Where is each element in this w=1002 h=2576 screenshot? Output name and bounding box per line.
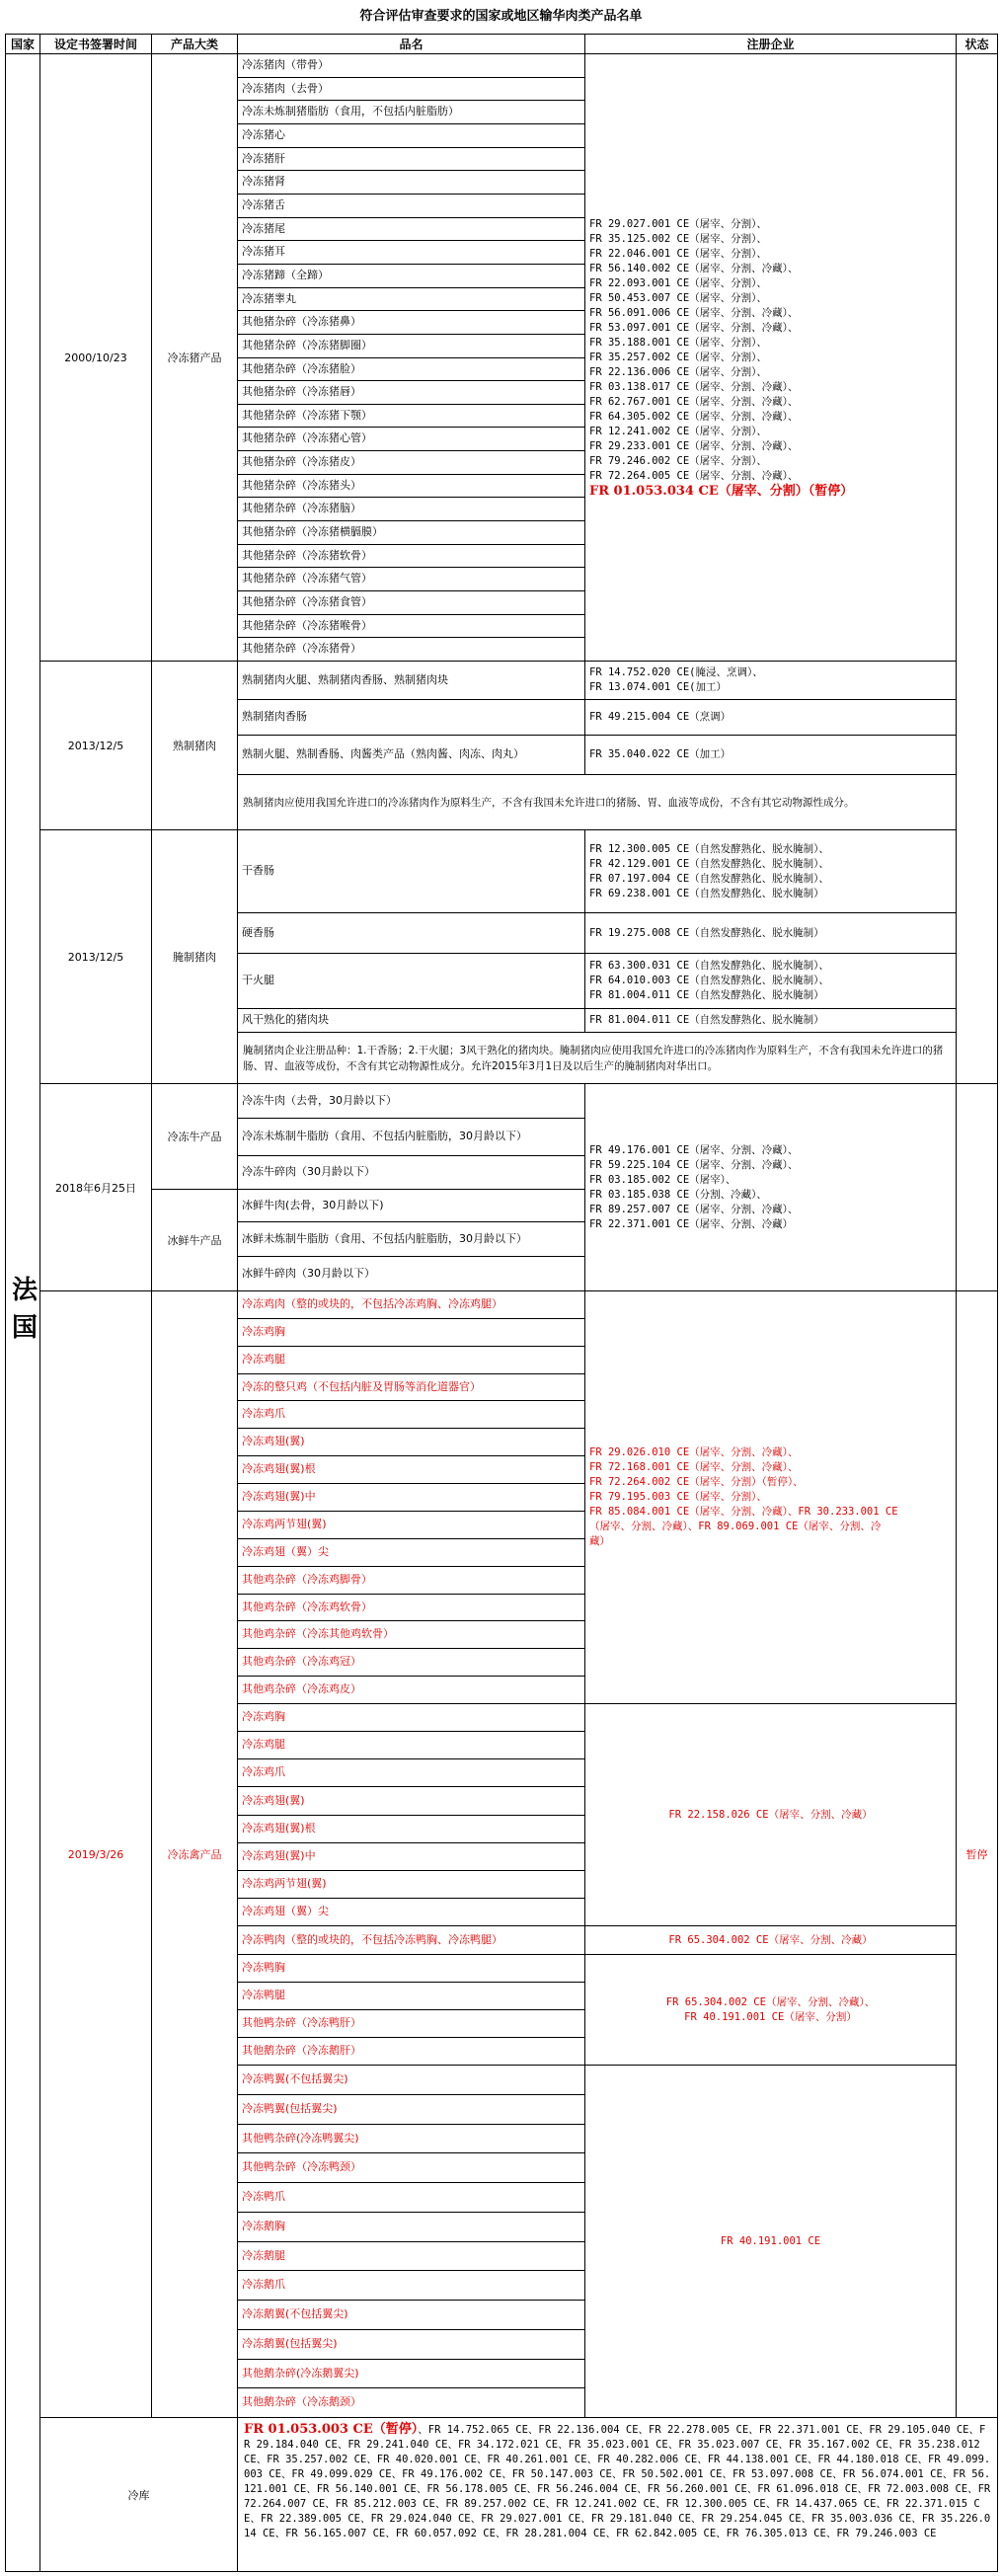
- product-item: 其他猪杂碎（冷冻猪皮）: [237, 450, 585, 475]
- product-item: 冷冻猪肝: [237, 147, 585, 171]
- product-item: 熟制猪肉香肠: [237, 699, 585, 736]
- enterprise-list: [584, 1925, 957, 1955]
- product-item: 冷冻鹅翼(不包括翼尖): [237, 2300, 585, 2330]
- product-item: 其他鹅杂碎（冷冻鹅肝）: [237, 2037, 585, 2066]
- cold-storage-list: [237, 2417, 998, 2572]
- enterprise-entry: FR 81.004.011 CE（自然发酵熟化、脱水腌制）: [589, 989, 824, 1001]
- product-item: 冷冻猪肾: [237, 170, 585, 195]
- enterprise-entry: FR 49.215.004 CE（烹调）: [589, 711, 732, 723]
- enterprise-list: [584, 699, 957, 736]
- product-item: 冷冻鸡两节翅(翼): [237, 1870, 585, 1899]
- enterprise-list: [584, 1008, 957, 1033]
- product-item: 其他鸭杂碎（冷冻鸭肝）: [237, 2009, 585, 2038]
- product-item: 冷冻鸭腿: [237, 1982, 585, 2010]
- enterprise-entry: FR 85.084.001 CE（屠宰、分割、冷藏）、FR 30.233.001 CE: [589, 1506, 898, 1518]
- product-category: 冰鲜牛产品: [151, 1189, 238, 1291]
- enterprise-entry: FR 22.093.001 CE（屠宰、分割）、: [589, 276, 767, 289]
- enterprise-entry: FR 63.300.031 CE（自然发酵熟化、脱水腌制）、: [589, 960, 829, 972]
- enterprise-entry: FR 35.125.002 CE（屠宰、分割）、: [589, 232, 767, 245]
- product-item: 其他猪杂碎（冷冻猪脚圈）: [237, 334, 585, 358]
- enterprise-entry: FR 65.304.002 CE（屠宰、分割、冷藏）: [668, 1933, 873, 1946]
- product-item: 冷冻猪肉（去骨）: [237, 77, 585, 101]
- product-item: 冷冻鸡翅(翼)根: [237, 1815, 585, 1843]
- product-item: 冷冻鸡翅(翼)中: [237, 1483, 585, 1512]
- enterprise-entry: FR 79.246.002 CE（屠宰、分割）、: [589, 454, 767, 467]
- product-item: 冷冻未炼制牛脂肪（食用、不包括内脏脂肪，30月龄以下）: [237, 1118, 585, 1156]
- product-item: 其他猪杂碎（冷冻猪气管）: [237, 567, 585, 591]
- product-item: 其他猪杂碎（冷冻猪食管）: [237, 590, 585, 615]
- note-cell: 熟制猪肉应使用我国允许进口的冷冻猪肉作为原料生产，不含有我国未允许进口的猪肠、胃、血液等成份，不含有其它动物源性成分。: [237, 774, 957, 830]
- product-item: 硬香肠: [237, 912, 585, 954]
- product-item: 其他鸡杂碎（冷冻鸡软骨）: [237, 1594, 585, 1621]
- enterprise-entry: FR 14.752.020 CE(腌浸、烹调）、: [589, 666, 763, 678]
- header-product-name: 品名: [237, 34, 585, 54]
- enterprise-entry: 藏）: [589, 1535, 610, 1547]
- product-item: 冷冻牛碎肉（30月龄以下）: [237, 1155, 585, 1190]
- product-item: 冷冻猪蹄（全蹄）: [237, 264, 585, 288]
- product-item: 冷冻猪心: [237, 123, 585, 148]
- status-cell: [956, 53, 998, 1084]
- product-item: 冷冻猪睾丸: [237, 287, 585, 311]
- enterprise-entry: FR 22.046.001 CE（屠宰、分割）、: [589, 247, 767, 260]
- product-item: 其他鸡杂碎（冷冻鸡冠）: [237, 1648, 585, 1677]
- product-item: 冷冻鸡翅(翼): [237, 1428, 585, 1456]
- product-item: 冷冻鸡爪: [237, 1758, 585, 1787]
- enterprise-list: [584, 912, 957, 954]
- product-item: 其他猪杂碎（冷冻猪下颚）: [237, 404, 585, 428]
- enterprise-entry: （屠宰、分割、冷藏）、FR 89.069.001 CE（屠宰、分割、冷: [589, 1521, 882, 1532]
- product-item: 其他鸡杂碎（冷冻其他鸡软骨）: [237, 1620, 585, 1649]
- enterprise-entry: FR 56.091.006 CE（屠宰、分割、冷藏）、: [589, 306, 799, 319]
- page-title: 符合评估审查要求的国家或地区输华肉类产品名单: [359, 9, 643, 24]
- product-item: 冷冻鹅翼(包括翼尖): [237, 2329, 585, 2360]
- header-enterprise: 注册企业: [584, 34, 957, 54]
- product-item: 其他鹅杂碎(冷冻鹅翼尖): [237, 2359, 585, 2388]
- enterprise-entry: FR 22.371.001 CE（屠宰、分割、冷藏）: [589, 1217, 794, 1230]
- enterprise-entry: FR 89.257.007 CE（屠宰、分割、冷藏）、: [589, 1203, 799, 1215]
- enterprise-entry: FR 64.010.003 CE（自然发酵熟化、脱水腌制）、: [589, 975, 829, 986]
- product-item: 冷冻鸡腿: [237, 1346, 585, 1374]
- product-item: 冰鲜牛肉(去骨，30月龄以下): [237, 1189, 585, 1222]
- product-item: 冷冻鸡翅（翼）尖: [237, 1538, 585, 1567]
- product-item: 冷冻未炼制猪脂肪（食用，不包括内脏脂肪）: [237, 100, 585, 124]
- product-item: 冷冻鸡胸: [237, 1703, 585, 1732]
- product-item: 冷冻鸭肉（整的或块的，不包括冷冻鸭胸、冷冻鸭腿）: [237, 1925, 585, 1955]
- enterprise-entry: FR 03.185.038 CE（分割、冷藏）、: [589, 1188, 767, 1201]
- product-item: 冷冻鹅腿: [237, 2241, 585, 2271]
- product-category: 腌制猪肉: [151, 829, 238, 1084]
- header-sign-date: 设定书签署时间: [39, 34, 152, 54]
- enterprise-entry: FR 35.257.002 CE（屠宰、分割）、: [589, 351, 767, 363]
- header-status: 状态: [956, 34, 998, 54]
- enterprise-entry: FR 13.074.001 CE(加工）: [589, 681, 727, 693]
- product-item: 冷冻猪耳: [237, 240, 585, 265]
- product-item: 冷冻牛肉（去骨，30月龄以下）: [237, 1083, 585, 1119]
- product-item: 冰鲜牛碎肉（30月龄以下）: [237, 1256, 585, 1291]
- enterprise-entry: FR 79.195.003 CE（屠宰、分割）、: [589, 1491, 767, 1503]
- enterprise-entry: FR 59.225.104 CE（屠宰、分割、冷藏）、: [589, 1158, 799, 1171]
- enterprise-list: [584, 1954, 957, 2066]
- enterprise-list: [584, 2065, 957, 2418]
- product-item: 冷冻猪舌: [237, 194, 585, 218]
- enterprise-entry: FR 03.138.017 CE（屠宰、分割、冷藏）、: [589, 380, 799, 393]
- enterprise-entry: FR 64.305.002 CE（屠宰、分割、冷藏）、: [589, 410, 799, 423]
- sign-date: 2018年6月25日: [39, 1083, 152, 1291]
- enterprise-entry: FR 81.004.011 CE（自然发酵熟化、脱水腌制）: [589, 1014, 824, 1026]
- product-item: 冷冻的整只鸡（不包括内脏及胃肠等消化道器官）: [237, 1373, 585, 1401]
- product-category: 冷冻牛产品: [151, 1083, 238, 1190]
- enterprise-entry: FR 42.129.001 CE（自然发酵熟化、脱水腌制）、: [589, 857, 829, 870]
- product-item: 其他猪杂碎（冷冻猪软骨）: [237, 544, 585, 568]
- enterprise-entry: FR 72.264.002 CE（屠宰、分割）（暂停）、: [589, 1476, 804, 1488]
- enterprise-entry: FR 07.197.004 CE（自然发酵熟化、脱水腌制）、: [589, 872, 829, 885]
- suspended-enterprise: FR 01.053.034 CE（屠宰、分割）（暂停）: [589, 483, 854, 499]
- enterprise-entry: FR 29.027.001 CE（屠宰、分割）、: [589, 217, 767, 230]
- sign-date: 2013/12/5: [39, 661, 152, 830]
- product-item: 其他鸭杂碎(冷冻鸭翼尖): [237, 2124, 585, 2153]
- enterprise-entry: FR 22.136.006 CE（屠宰、分割）、: [589, 365, 767, 378]
- product-item: 其他猪杂碎（冷冻猪脸）: [237, 357, 585, 381]
- enterprise-entry: FR 35.188.001 CE（屠宰、分割）、: [589, 336, 767, 349]
- product-item: 干香肠: [237, 829, 585, 913]
- product-item: 冷冻鸡翅(翼)中: [237, 1842, 585, 1871]
- product-item: 其他猪杂碎（冷冻猪头）: [237, 474, 585, 498]
- enterprise-list: [584, 735, 957, 775]
- enterprise-entry: FR 56.140.002 CE（屠宰、分割、冷藏）、: [589, 262, 799, 274]
- enterprise-list: [584, 1083, 957, 1291]
- enterprise-list: [584, 1290, 957, 1704]
- enterprise-entry: FR 29.026.010 CE（屠宰、分割、冷藏）、: [589, 1446, 799, 1458]
- product-item: 冷冻鸭爪: [237, 2182, 585, 2213]
- product-item: 干火腿: [237, 953, 585, 1009]
- enterprise-entry: FR 22.158.026 CE（屠宰、分割、冷藏）: [668, 1808, 873, 1821]
- product-item: 风干熟化的猪肉块: [237, 1008, 585, 1033]
- sign-date: 2019/3/26: [39, 1290, 152, 2418]
- product-item: 冷冻鸡肉（整的或块的，不包括冷冻鸡胸、冷冻鸡腿）: [237, 1290, 585, 1319]
- enterprise-entry: FR 69.238.001 CE（自然发酵熟化、脱水腌制）: [589, 887, 824, 899]
- status-cell: 暂停: [956, 1290, 998, 2418]
- note-cell: 腌制猪肉企业注册品种：1.干香肠；2.干火腿；3风干熟化的猪肉块。腌制猪肉应使用我国允许进口的冷冻猪肉作为原料生产，不含有我国未允许进口的猪肠、胃、血液等成份，不含有其它动物源性成分。允许2015年3月1日及以后生产的腌制猪肉对华出口。: [237, 1032, 957, 1084]
- enterprise-list: [584, 829, 957, 913]
- product-item: 其他鸡杂碎（冷冻鸡脚骨）: [237, 1566, 585, 1595]
- product-item: 冷冻鸡两节翅(翼): [237, 1511, 585, 1539]
- product-item: 其他鸡杂碎（冷冻鸡皮）: [237, 1676, 585, 1704]
- product-item: 其他猪杂碎（冷冻猪心管）: [237, 427, 585, 451]
- country-cell: 法国: [5, 53, 40, 2572]
- product-item: 冰鲜未炼制牛脂肪（食用、不包括内脏脂肪，30月龄以下）: [237, 1221, 585, 1257]
- enterprise-list: [584, 1703, 957, 1926]
- enterprise-entry: FR 35.040.022 CE（加工）: [589, 748, 732, 760]
- product-item: 冷冻鸡爪: [237, 1400, 585, 1429]
- cold-storage-label: 冷库: [39, 2417, 238, 2572]
- product-item: 冷冻鸡翅(翼): [237, 1786, 585, 1816]
- product-item: 冷冻鸭翼(不包括翼尖): [237, 2065, 585, 2095]
- product-item: 其他猪杂碎（冷冻猪骨）: [237, 637, 585, 662]
- product-item: 熟制猪肉火腿、熟制猪肉香肠、熟制猪肉块: [237, 661, 585, 700]
- header-country: 国家: [5, 34, 40, 54]
- product-category: 冷冻禽产品: [151, 1290, 238, 2418]
- product-item: 冷冻鸡腿: [237, 1731, 585, 1759]
- enterprise-entry: FR 72.264.005 CE（屠宰、分割、冷藏）、: [589, 469, 799, 482]
- enterprise-entry: FR 03.185.002 CE（屠宰）、: [589, 1173, 736, 1186]
- product-item: 冷冻鸡胸: [237, 1318, 585, 1347]
- product-item: 其他猪杂碎（冷冻猪鼻）: [237, 310, 585, 335]
- suspended-enterprise: FR 01.053.003 CE（暂停）: [244, 2422, 419, 2437]
- enterprise-entry: FR 19.275.008 CE（自然发酵熟化、脱水腌制）: [589, 926, 824, 939]
- enterprise-entry: FR 72.168.001 CE（屠宰、分割、冷藏）、: [589, 1461, 799, 1473]
- product-item: 其他猪杂碎（冷冻猪喉骨）: [237, 614, 585, 638]
- product-item: 熟制火腿、熟制香肠、肉酱类产品（熟肉酱、肉冻、肉丸）: [237, 735, 585, 775]
- enterprise-list: [584, 53, 957, 662]
- enterprise-entry: FR 29.233.001 CE（屠宰、分割、冷藏）、: [589, 439, 799, 452]
- product-item: 冷冻鹅胸: [237, 2212, 585, 2242]
- enterprise-entry: FR 40.191.001 CE: [720, 2234, 821, 2247]
- enterprise-entry: FR 62.767.001 CE（屠宰、分割、冷藏）、: [589, 395, 799, 408]
- product-item: 其他猪杂碎（冷冻猪唇）: [237, 380, 585, 405]
- product-item: 冷冻鸭胸: [237, 1954, 585, 1983]
- sign-date: 2000/10/23: [39, 53, 152, 662]
- enterprise-entry: FR 40.191.001 CE（屠宰、分割）: [684, 2010, 857, 2023]
- enterprise-entry: FR 12.241.002 CE（屠宰、分割）、: [589, 425, 767, 437]
- product-category: 熟制猪肉: [151, 661, 238, 830]
- enterprise-entry: FR 65.304.002 CE（屠宰、分割、冷藏）、: [665, 1995, 876, 2008]
- status-cell: [956, 1083, 998, 1291]
- product-item: 其他猪杂碎（冷冻猪脑）: [237, 497, 585, 521]
- product-item: 冷冻鹅爪: [237, 2270, 585, 2301]
- sign-date: 2013/12/5: [39, 829, 152, 1084]
- product-item: 冷冻猪尾: [237, 217, 585, 241]
- product-item: 冷冻鸡翅（翼）尖: [237, 1898, 585, 1926]
- enterprise-entry: FR 53.097.001 CE（屠宰、分割、冷藏）、: [589, 321, 799, 334]
- enterprise-list: [584, 661, 957, 700]
- enterprise-list: [584, 953, 957, 1009]
- header-category: 产品大类: [151, 34, 238, 54]
- product-category: 冷冻猪产品: [151, 53, 238, 662]
- product-item: 其他鸭杂碎（冷冻鸭颈）: [237, 2152, 585, 2183]
- enterprise-entry: FR 50.453.007 CE（屠宰、分割）、: [589, 291, 767, 304]
- product-item: 其他猪杂碎（冷冻猪横膈膜）: [237, 520, 585, 545]
- cold-storage-enterprises: 、FR 14.752.065 CE、FR 22.136.004 CE、FR 22.278.005 CE、FR 22.371.001 CE、FR 29.105.040 CE、FR 29.184.040 CE、FR 29.241.040 CE、FR 34.172.021 CE、FR 35.023.001 CE、FR 35.023.007 CE、FR 35.167.002 CE、FR 35.238.012 CE、FR 35.257.002 CE、FR 40.020.001 CE、FR 40.261.001 CE、FR 40.282.006 CE、FR 44.138.001 CE、FR 44.180.018 CE、FR 49.099.003 CE、FR 49.099.029 CE、FR 49.176.002 CE、FR 50.147.003 CE、FR 50.502.001 CE、FR 53.097.008 CE、FR 56.074.001 CE、FR 56.121.001 CE、FR 56.140.001 CE、FR 56.178.005 CE、FR 56.246.004 CE、FR 56.260.001 CE、FR 61.096.018 CE、FR 72.003.008 CE、FR 72.264.007 CE、FR 85.212.003 CE、FR 89.257.002 CE、FR 12.241.002 CE、FR 12.300.005 CE、FR 14.437.065 CE、FR 22.371.015 CE、FR 22.389.005 CE、FR 29.024.040 CE、FR 29.027.001 CE、FR 29.181.040 CE、FR 29.254.045 CE、FR 35.003.036 CE、FR 35.226.014 CE、FR 56.165.007 CE、FR 60.057.092 CE、FR 28.281.004 CE、FR 62.842.005 CE、FR 76.305.013 CE、FR 79.246.003 CE: [244, 2424, 991, 2539]
- product-item: 冷冻鸭翼(包括翼尖): [237, 2094, 585, 2125]
- enterprise-entry: FR 12.300.005 CE（自然发酵熟化、脱水腌制）、: [589, 842, 829, 855]
- product-item: 冷冻猪肉（带骨）: [237, 53, 585, 78]
- enterprise-entry: FR 49.176.001 CE（屠宰、分割、冷藏）、: [589, 1143, 799, 1156]
- product-item: 其他鹅杂碎（冷冻鹅颈）: [237, 2387, 585, 2418]
- product-item: 冷冻鸡翅(翼)根: [237, 1455, 585, 1484]
